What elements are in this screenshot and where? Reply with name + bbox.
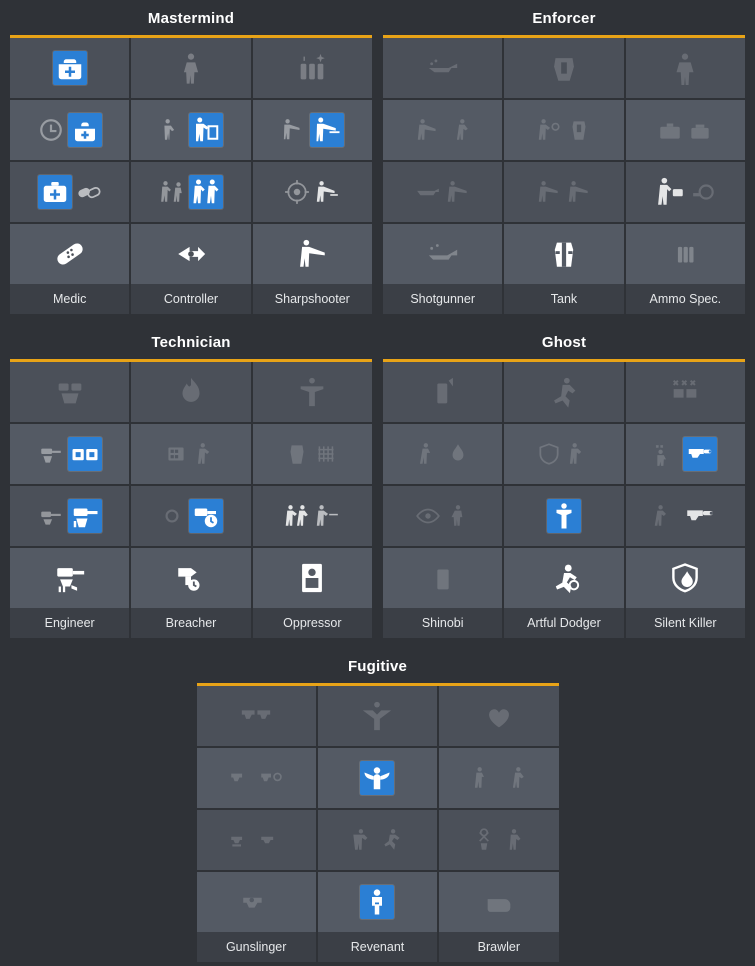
silent-killer-pistol-icon[interactable]	[683, 499, 717, 533]
skill-cell[interactable]	[131, 362, 250, 422]
skill-cell[interactable]	[10, 38, 129, 98]
skill-cell[interactable]	[10, 548, 129, 608]
pumping-iron-icon[interactable]	[471, 827, 497, 853]
tree-row-2	[0, 324, 755, 648]
revolver-icon[interactable]	[239, 885, 273, 919]
dominator-icon[interactable]	[159, 179, 185, 205]
turret-icon[interactable]	[53, 561, 87, 595]
sixth-sense-icon[interactable]	[415, 503, 441, 529]
skill-cell[interactable]	[197, 748, 316, 808]
skill-cell[interactable]	[439, 748, 558, 808]
tree-title-ghost: Ghost	[541, 334, 587, 351]
skill-cell[interactable]	[10, 224, 129, 284]
ecm-jammer-icon[interactable]	[426, 375, 460, 409]
skill-grid-ghost	[383, 362, 745, 608]
skill-cell[interactable]	[131, 100, 250, 160]
oppressor-shot-icon[interactable]	[314, 503, 340, 529]
sprinter-icon[interactable]	[547, 561, 581, 595]
trip-mine-icon[interactable]	[159, 503, 185, 529]
tree-body-mastermind	[10, 35, 372, 314]
breacher-charge-icon[interactable]	[193, 441, 219, 467]
skill-grid-fugitive	[197, 686, 559, 932]
bandage-icon[interactable]	[53, 237, 87, 271]
skill-cell[interactable]	[253, 548, 372, 608]
tree-row-3	[0, 648, 755, 962]
skill-cell[interactable]	[504, 162, 623, 222]
frenzy-icon[interactable]	[501, 765, 527, 791]
ecm-device-icon[interactable]	[426, 561, 460, 595]
second-chances-icon[interactable]	[547, 499, 581, 533]
subtree-name[interactable]: Shotgunner	[383, 284, 502, 314]
shotgun-cqb-icon[interactable]	[415, 117, 441, 143]
tree-title-enforcer: Enforcer	[532, 10, 596, 27]
akimbo-pistols-icon[interactable]	[239, 699, 273, 733]
skill-grid-technician	[10, 362, 372, 608]
combat-engineering-icon[interactable]	[284, 503, 310, 529]
tree-title-fugitive: Fugitive	[347, 658, 408, 675]
tree-title-technician: Technician	[151, 334, 231, 351]
first-aid-kit-icon[interactable]	[38, 175, 72, 209]
cat-burglar-icon[interactable]	[445, 503, 471, 529]
nimble-icon[interactable]	[445, 441, 471, 467]
body-expertise-icon[interactable]	[295, 375, 329, 409]
skill-cell[interactable]	[626, 100, 745, 160]
skill-cell[interactable]	[504, 224, 623, 284]
ammo-efficiency-icon[interactable]	[295, 51, 329, 85]
skill-cell[interactable]	[383, 100, 502, 160]
skill-cell[interactable]	[253, 100, 372, 160]
skill-cell[interactable]	[253, 38, 372, 98]
body-armor-icon[interactable]	[547, 51, 581, 85]
subtree-name[interactable]: Gunslinger	[197, 932, 316, 962]
skill-tree-mastermind	[10, 0, 372, 314]
skill-cell[interactable]	[318, 810, 437, 870]
iron-man-icon[interactable]	[284, 441, 310, 467]
c4-pack-icon[interactable]	[163, 441, 189, 467]
shield-dodge-icon[interactable]	[536, 441, 562, 467]
skill-cell[interactable]	[253, 424, 372, 484]
ammo-box-icon[interactable]	[657, 117, 683, 143]
subtree-name[interactable]: Oppressor	[253, 608, 372, 638]
skill-cell[interactable]	[131, 38, 250, 98]
chameleon-icon[interactable]	[415, 441, 441, 467]
skill-cell[interactable]	[626, 424, 745, 484]
stable-shot-icon[interactable]	[310, 113, 344, 147]
subtree-name[interactable]: Shinobi	[383, 608, 502, 638]
subtree-name[interactable]: Sharpshooter	[253, 284, 372, 314]
tree-body-fugitive	[197, 683, 559, 962]
confident-icon[interactable]	[159, 117, 185, 143]
drill-timer-icon[interactable]	[189, 499, 223, 533]
shotgun-impact-icon[interactable]	[426, 51, 460, 85]
skill-cell[interactable]	[253, 362, 372, 422]
swan-song-icon[interactable]	[360, 699, 394, 733]
skill-cell[interactable]	[383, 38, 502, 98]
skill-cell[interactable]	[504, 548, 623, 608]
target-silhouette-icon[interactable]	[295, 561, 329, 595]
subtree-name[interactable]: Tank	[504, 284, 623, 314]
die-hard-icon[interactable]	[566, 117, 592, 143]
skill-cell[interactable]	[10, 100, 129, 160]
bullseye-icon[interactable]	[536, 117, 562, 143]
subtree-name[interactable]: Silent Killer	[626, 608, 745, 638]
silencer-pistol-icon[interactable]	[683, 437, 717, 471]
skill-cell[interactable]	[383, 486, 502, 546]
engineering-icon[interactable]	[68, 499, 102, 533]
dash-icon[interactable]	[547, 375, 581, 409]
breaching-drill-icon[interactable]	[174, 561, 208, 595]
hardware-expert-icon[interactable]	[314, 441, 340, 467]
skill-cell[interactable]	[626, 162, 745, 222]
subtree-name[interactable]: Medic	[10, 284, 129, 314]
gun-nut-icon[interactable]	[228, 765, 254, 791]
skill-cell[interactable]	[383, 162, 502, 222]
skill-cell[interactable]	[383, 362, 502, 422]
skill-cell[interactable]	[504, 486, 623, 546]
jack-of-all-trades-icon[interactable]	[68, 437, 102, 471]
skill-cell[interactable]	[10, 162, 129, 222]
skill-cell[interactable]	[10, 424, 129, 484]
skill-cell[interactable]	[626, 362, 745, 422]
skill-cell[interactable]	[197, 872, 316, 932]
skill-cell[interactable]	[504, 362, 623, 422]
painkillers-icon[interactable]	[76, 179, 102, 205]
skill-cell[interactable]	[504, 38, 623, 98]
subtree-names-mastermind	[10, 284, 372, 314]
sneaky-bastard-icon[interactable]	[653, 441, 679, 467]
ballistic-vest-icon[interactable]	[547, 237, 581, 271]
skill-cell[interactable]	[131, 486, 250, 546]
evade-icon[interactable]	[566, 441, 592, 467]
portable-saw-icon[interactable]	[691, 179, 717, 205]
tree-body-ghost	[383, 359, 745, 638]
skill-cell[interactable]	[383, 224, 502, 284]
skill-cell[interactable]	[10, 362, 129, 422]
ammo-rack-icon[interactable]	[668, 237, 702, 271]
inspire-shout-icon[interactable]	[174, 51, 208, 85]
rifleman-icon[interactable]	[295, 237, 329, 271]
tree-body-enforcer	[383, 35, 745, 314]
skill-grid-mastermind	[10, 38, 372, 284]
skill-cell[interactable]	[131, 162, 250, 222]
skill-grid-enforcer	[383, 38, 745, 284]
subtree-names-technician	[10, 608, 372, 638]
skill-cell[interactable]	[131, 224, 250, 284]
far-away-icon[interactable]	[445, 179, 471, 205]
skill-cell[interactable]	[504, 424, 623, 484]
partners-in-crime-icon[interactable]	[189, 175, 223, 209]
sentry-targeting-icon[interactable]	[38, 503, 64, 529]
bulletstorm-icon[interactable]	[566, 179, 592, 205]
skill-tree-technician	[10, 324, 372, 638]
revenant-figure-icon[interactable]	[360, 885, 394, 919]
skill-cell[interactable]	[197, 686, 316, 746]
tree-row-1	[0, 0, 755, 324]
ammo-carrier-icon[interactable]	[668, 51, 702, 85]
skill-cell[interactable]	[253, 486, 372, 546]
trigger-happy-icon[interactable]	[258, 827, 284, 853]
nine-lives-icon[interactable]	[349, 827, 375, 853]
skill-tree-ghost	[383, 324, 745, 638]
underdog-icon[interactable]	[445, 117, 471, 143]
tree-title-mastermind: Mastermind	[147, 10, 235, 27]
stealth-shield-icon[interactable]	[668, 561, 702, 595]
sharpshooter-aim-icon[interactable]	[280, 117, 306, 143]
fully-loaded-icon[interactable]	[653, 175, 687, 209]
running-from-death-icon[interactable]	[379, 827, 405, 853]
skill-cell[interactable]	[383, 424, 502, 484]
skill-tree-fugitive	[197, 648, 559, 962]
scavenger-icon[interactable]	[687, 117, 713, 143]
brawler-fist-icon[interactable]	[482, 885, 516, 919]
optical-illusions-icon[interactable]	[653, 503, 679, 529]
messiah-wings-icon[interactable]	[360, 761, 394, 795]
subtree-name[interactable]: Ammo Spec.	[626, 284, 745, 314]
akimbo-aim-icon[interactable]	[258, 765, 284, 791]
skill-cell[interactable]	[10, 486, 129, 546]
skill-cell[interactable]	[439, 872, 558, 932]
skill-cell[interactable]	[318, 872, 437, 932]
bloodthirst-icon[interactable]	[501, 827, 527, 853]
aggressive-reload-icon[interactable]	[314, 179, 340, 205]
skill-cell[interactable]	[318, 686, 437, 746]
skill-cell[interactable]	[131, 424, 250, 484]
marksman-icon[interactable]	[284, 179, 310, 205]
skill-cell[interactable]	[131, 548, 250, 608]
up-you-go-icon[interactable]	[471, 765, 497, 791]
skill-cell[interactable]	[197, 810, 316, 870]
skill-cell[interactable]	[318, 748, 437, 808]
skill-cell[interactable]	[626, 224, 745, 284]
subtree-names-enforcer	[383, 284, 745, 314]
overkill-icon[interactable]	[536, 179, 562, 205]
sentry-upgrade-icon[interactable]	[53, 375, 87, 409]
cleaner-icon[interactable]	[668, 375, 702, 409]
skill-cell[interactable]	[439, 810, 558, 870]
combat-doctor-icon[interactable]	[68, 113, 102, 147]
subtree-names-fugitive	[197, 932, 559, 962]
subtree-name[interactable]: Revenant	[318, 932, 437, 962]
shotgun-blast-icon[interactable]	[426, 237, 460, 271]
skill-cell[interactable]	[626, 548, 745, 608]
medic-bag-icon[interactable]	[53, 51, 87, 85]
berserker-icon[interactable]	[482, 699, 516, 733]
shotgun-reload-icon[interactable]	[415, 179, 441, 205]
skill-cell[interactable]	[253, 224, 372, 284]
subtree-name[interactable]: Artful Dodger	[504, 608, 623, 638]
subtree-name[interactable]: Breacher	[131, 608, 250, 638]
tree-body-technician	[10, 359, 372, 638]
skill-cell[interactable]	[626, 486, 745, 546]
skill-cell[interactable]	[383, 548, 502, 608]
fire-trap-icon[interactable]	[174, 375, 208, 409]
subtree-names-ghost	[383, 608, 745, 638]
skill-cell[interactable]	[253, 162, 372, 222]
skill-cell[interactable]	[626, 38, 745, 98]
joker-icon[interactable]	[189, 113, 223, 147]
skill-cell[interactable]	[504, 100, 623, 160]
desperado-icon[interactable]	[228, 827, 254, 853]
subtree-name[interactable]: Controller	[131, 284, 250, 314]
quick-fix-icon[interactable]	[38, 117, 64, 143]
subtree-name[interactable]: Engineer	[10, 608, 129, 638]
skill-cell[interactable]	[439, 686, 558, 746]
skill-tree-enforcer	[383, 0, 745, 314]
sentry-gun-icon[interactable]	[38, 441, 64, 467]
control-rig-icon[interactable]	[174, 237, 208, 271]
subtree-name[interactable]: Brawler	[439, 932, 558, 962]
